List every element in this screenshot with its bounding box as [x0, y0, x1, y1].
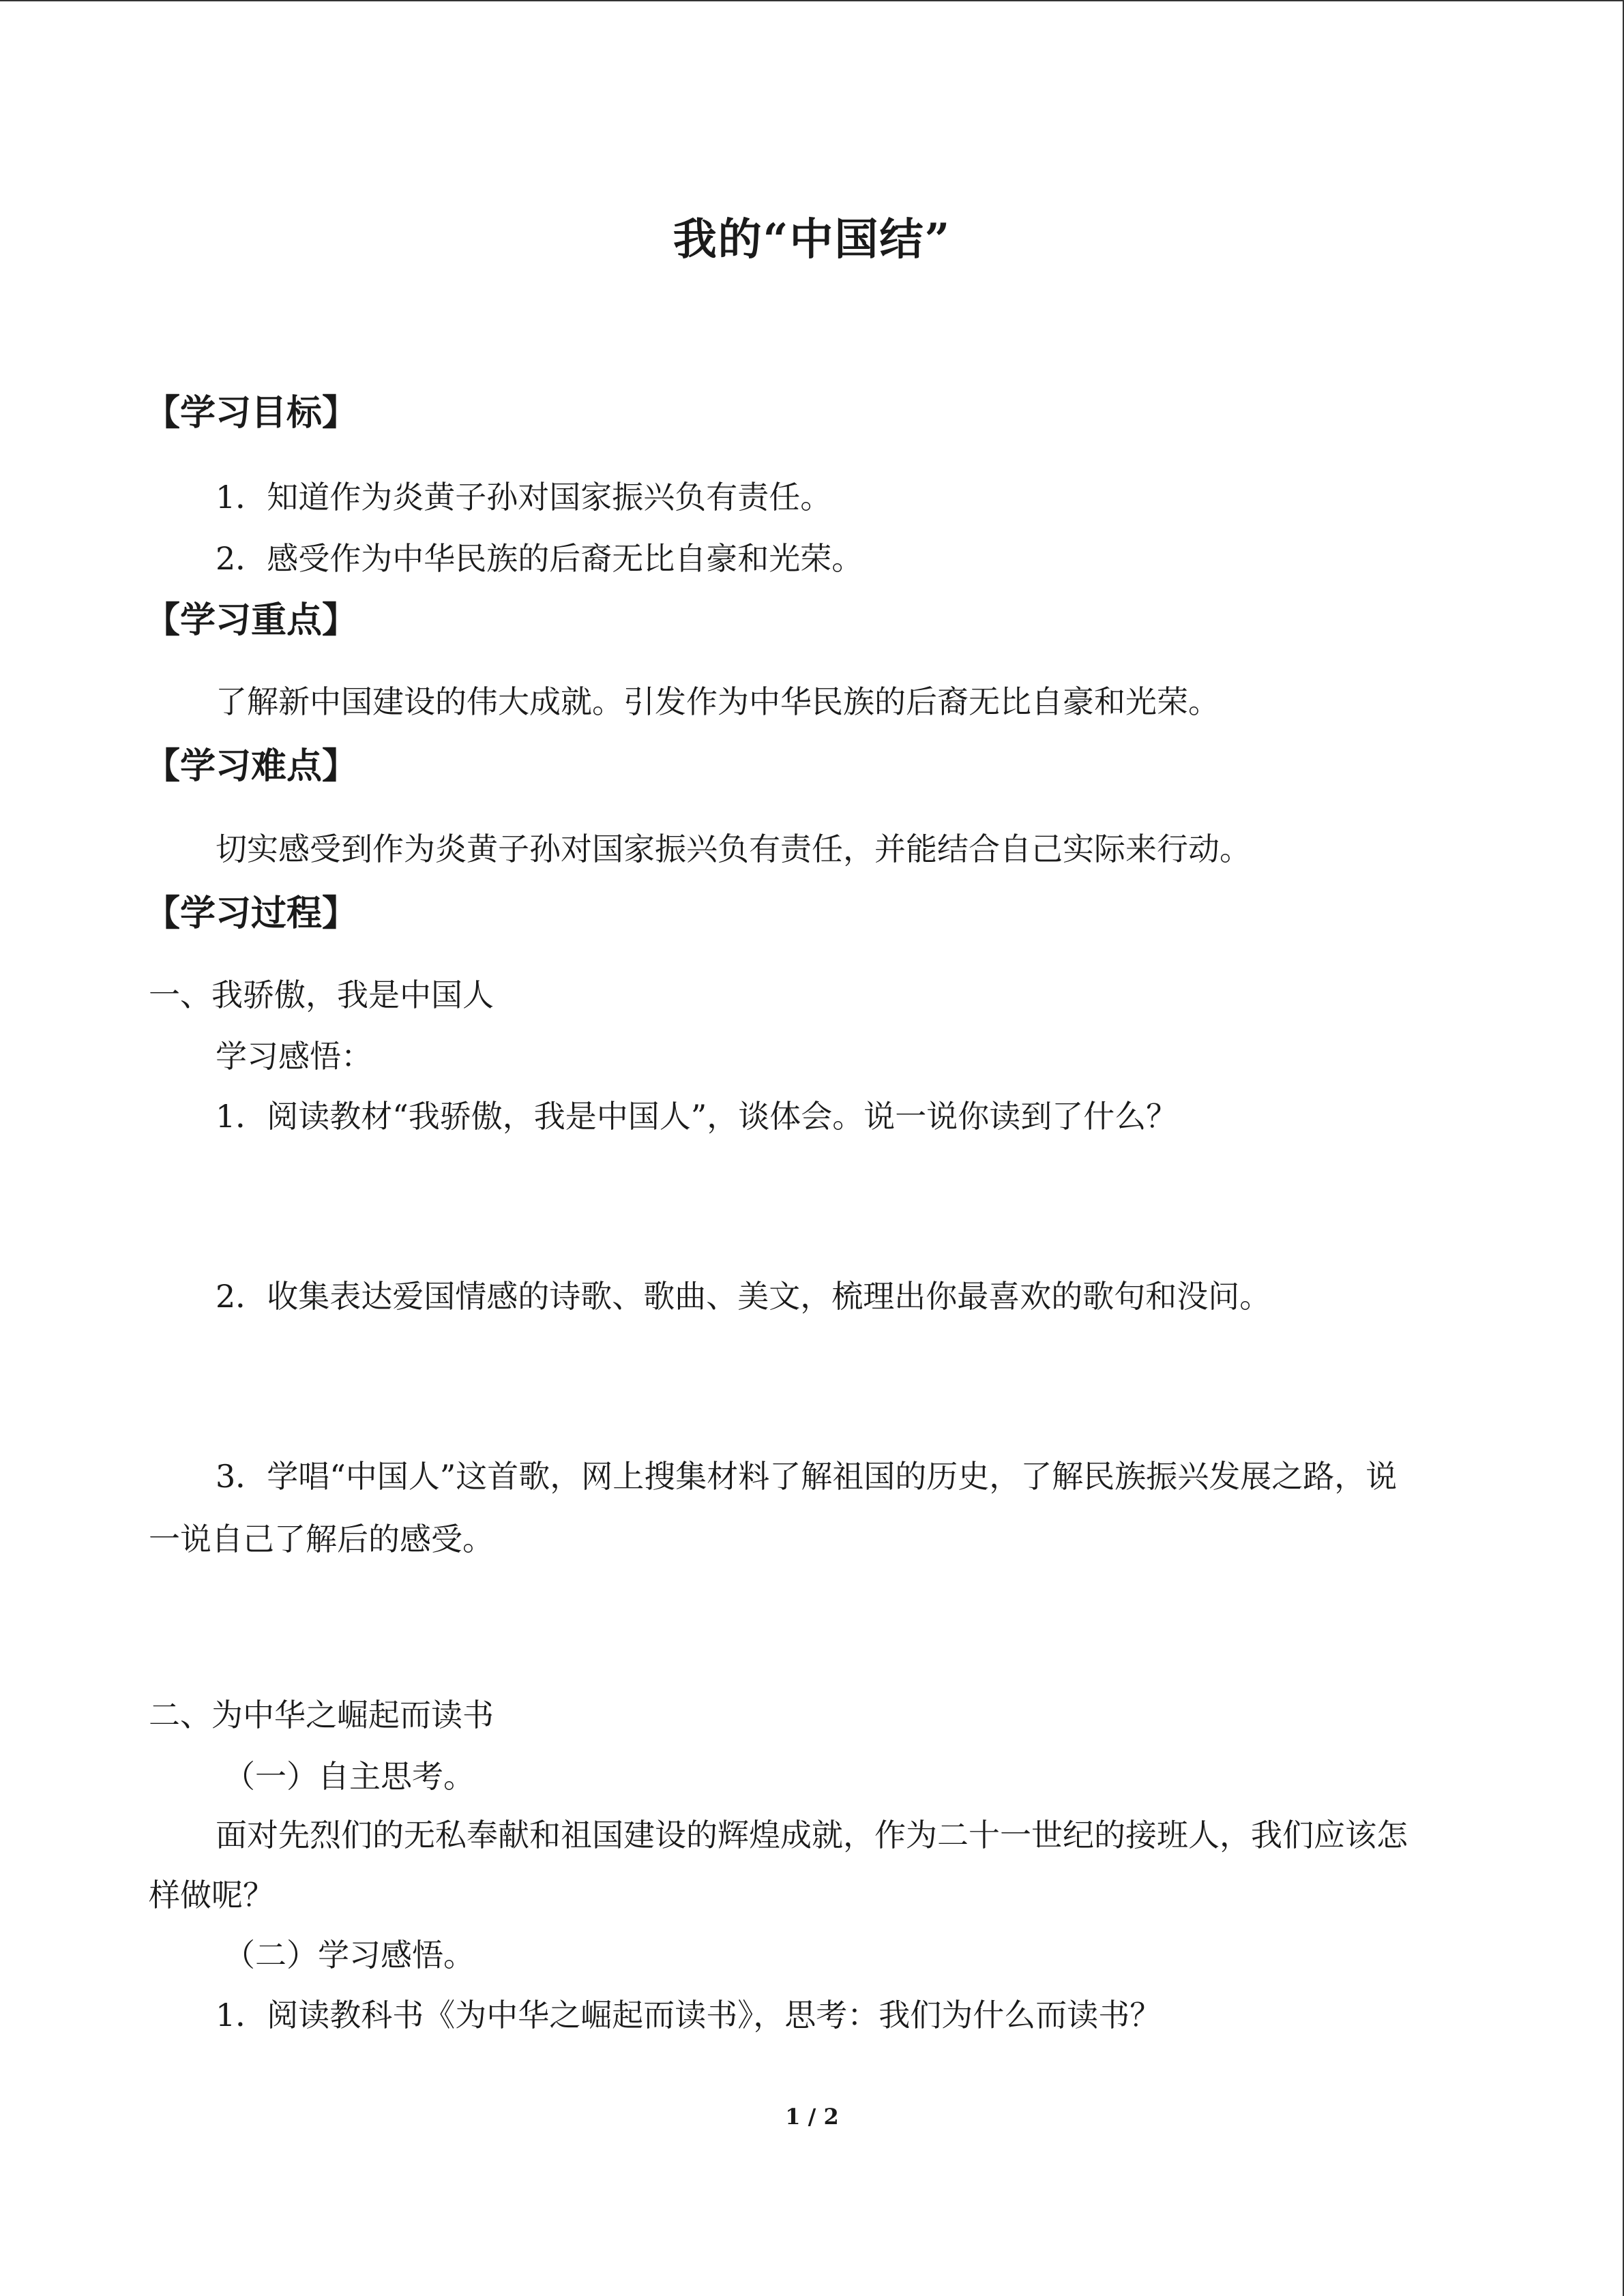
- part1-question-3-line-1: 3．学唱“中国人”这首歌，网上搜集材料了解祖国的历史，了解民族振兴发展之路，说: [216, 1458, 1398, 1495]
- section-heading-goals: 【学习目标】: [145, 392, 358, 434]
- difficulties-text: 切实感受到作为炎黄子孙对国家振兴负有责任，并能结合自己实际来行动。: [216, 831, 1251, 867]
- goal-item-1: 1．知道作为炎黄子孙对国家振兴负有责任。: [216, 479, 832, 516]
- goal-item-2: 2．感受作为中华民族的后裔无比自豪和光荣。: [216, 540, 863, 577]
- part2-text-line-2: 样做呢？: [149, 1877, 274, 1913]
- document-title: 我的“中国结”: [673, 214, 951, 265]
- page-number: 1 / 2: [785, 2104, 839, 2130]
- key-points-text: 了解新中国建设的伟大成就。引发作为中华民族的后裔无比自豪和光荣。: [216, 683, 1220, 720]
- section-heading-key-points: 【学习重点】: [145, 599, 358, 641]
- part2-question-1: 1．阅读教科书《为中华之崛起而读书》，思考：我们为什么而读书？: [216, 1997, 1162, 2033]
- part2-title: 二、为中华之崛起而读书: [149, 1697, 494, 1733]
- section-heading-difficulties: 【学习难点】: [145, 745, 358, 787]
- part2-text-line-1: 面对先烈们的无私奉献和祖国建设的辉煌成就，作为二十一世纪的接班人，我们应该怎: [216, 1817, 1408, 1853]
- section-heading-process: 【学习过程】: [145, 893, 358, 934]
- part1-question-3-line-2: 一说自己了解后的感受。: [149, 1521, 494, 1557]
- part1-title: 一、我骄傲，我是中国人: [149, 976, 494, 1013]
- part2-subsection-1: （一）自主思考。: [224, 1758, 475, 1795]
- part1-question-1: 1．阅读教材“我骄傲，我是中国人”，谈体会。说一说你读到了什么？: [216, 1098, 1178, 1135]
- part2-subsection-2: （二）学习感悟。: [224, 1937, 475, 1973]
- part1-subtitle: 学习感悟：: [216, 1038, 372, 1075]
- part1-question-2: 2．收集表达爱国情感的诗歌、歌曲、美文，梳理出你最喜欢的歌句和没问。: [216, 1278, 1271, 1315]
